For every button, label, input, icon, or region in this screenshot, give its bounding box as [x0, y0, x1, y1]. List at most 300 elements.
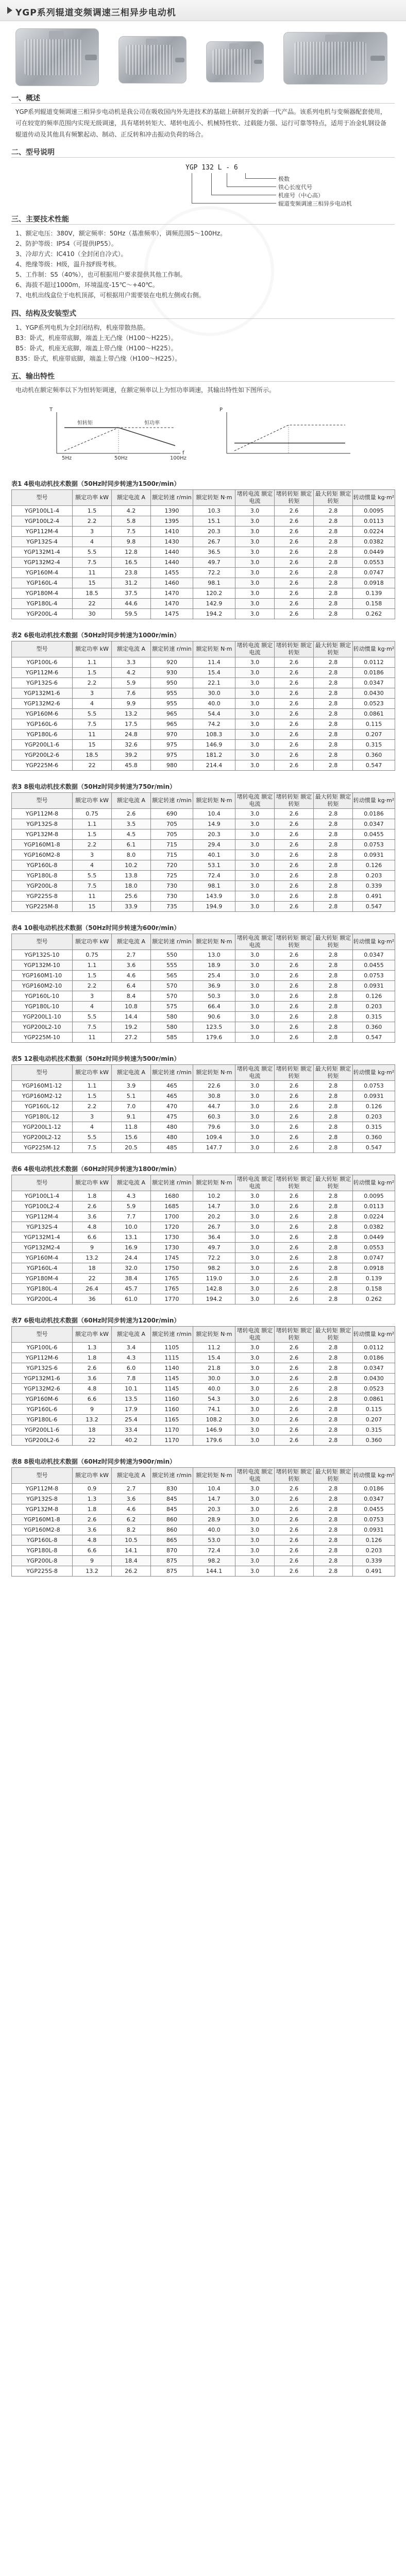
table-cell: 725: [151, 871, 193, 881]
model-annotation-frame: 机座号（中心高）: [278, 192, 324, 199]
table-cell: 2.6: [275, 1091, 314, 1101]
table-cell: 36.9: [193, 981, 235, 991]
table-cell: 2.6: [275, 1232, 314, 1243]
table-row: [12, 1525, 395, 1535]
table-cell: 9: [73, 1404, 112, 1415]
column-header: 额定电流 A: [112, 641, 151, 657]
table-cell: 3.0: [235, 1253, 275, 1263]
table-row: [12, 516, 395, 527]
table-cell: 15: [73, 740, 112, 750]
table-cell: 9.8: [112, 537, 151, 547]
table-cell: 3.0: [235, 1353, 275, 1363]
tech-data-table: [11, 934, 395, 1043]
table-cell: 1750: [151, 1263, 193, 1274]
table-row: [12, 1353, 395, 1363]
table-cell: 3.0: [235, 1294, 275, 1304]
table-cell: 1.5: [73, 829, 112, 840]
table-cell: 16.5: [112, 557, 151, 568]
column-header: 型号: [12, 641, 73, 657]
table-cell: 7.5: [73, 557, 112, 568]
table-cell: 2.6: [275, 1425, 314, 1435]
table-cell: 2.8: [314, 1284, 353, 1294]
table-cell: 13.8: [112, 871, 151, 881]
table-cell: 1455: [151, 568, 193, 578]
table-cell: 1160: [151, 1394, 193, 1404]
section-title-performance: 五、输出特性: [11, 372, 55, 381]
table-cell: YGP112M-4: [12, 1212, 73, 1222]
table-cell: 194.2: [193, 1294, 235, 1304]
table-caption: 表4 10极电动机技术数据（50Hz时同步转速为600r/min）: [11, 924, 180, 931]
table-cell: 0.0861: [353, 1394, 395, 1404]
table-cell: 214.4: [193, 760, 235, 771]
table-cell: 1.3: [73, 1494, 112, 1504]
table-cell: 22.1: [193, 678, 235, 688]
table-row: [12, 1515, 395, 1525]
table-cell: YGP132M2-4: [12, 1243, 73, 1253]
table-cell: 2.6: [275, 1101, 314, 1112]
table-cell: 3.0: [235, 1374, 275, 1384]
table-cell: YGP160M-4: [12, 1253, 73, 1263]
divider: [11, 318, 395, 319]
table-cell: 3.0: [235, 1494, 275, 1504]
table-cell: 30: [73, 609, 112, 619]
table-cell: 1680: [151, 1191, 193, 1201]
table-cell: 0.0449: [353, 1232, 395, 1243]
table-cell: 3.0: [235, 809, 275, 819]
table-cell: 860: [151, 1525, 193, 1535]
column-header: 转动惯量 kg·m²: [353, 793, 395, 809]
table-cell: 2.8: [314, 1353, 353, 1363]
table-cell: 26.4: [73, 1284, 112, 1294]
table-cell: 2.8: [314, 568, 353, 578]
table-cell: 14.7: [193, 1494, 235, 1504]
table-cell: 74.2: [193, 719, 235, 730]
table-caption: 表6 4极电动机技术数据（60Hz时同步转速为1800r/min）: [11, 1165, 180, 1173]
table-cell: 730: [151, 881, 193, 891]
table-cell: YGP132M-10: [12, 960, 73, 971]
table-cell: 29.4: [193, 840, 235, 850]
table-cell: 965: [151, 719, 193, 730]
table-cell: 53.0: [193, 1535, 235, 1546]
table-cell: 2.8: [314, 730, 353, 740]
table-cell: 3: [73, 991, 112, 1002]
table-row: [12, 1191, 395, 1201]
table-row: [12, 819, 395, 829]
column-header: 额定转速 r/min: [151, 793, 193, 809]
table-row: [12, 1535, 395, 1546]
table-cell: 3.0: [235, 991, 275, 1002]
table-row: [12, 991, 395, 1002]
table-cell: 735: [151, 902, 193, 912]
table-cell: 930: [151, 668, 193, 678]
table-cell: 0.360: [353, 1435, 395, 1446]
column-header: 堵转转矩 额定转矩: [275, 1175, 314, 1191]
table-cell: 72.2: [193, 568, 235, 578]
table-cell: 690: [151, 809, 193, 819]
graph-tick-5hz: 5Hz: [62, 455, 72, 461]
table-cell: 0.126: [353, 1535, 395, 1546]
table-cell: YGP132S-6: [12, 1363, 73, 1374]
table-cell: YGP200L-4: [12, 609, 73, 619]
table-cell: 142.9: [193, 599, 235, 609]
table-cell: 144.1: [193, 1566, 235, 1577]
table-row: [12, 1002, 395, 1012]
table-row: [12, 971, 395, 981]
section-title-model: 二、型号说明: [11, 148, 55, 157]
column-header: 额定功率 kW: [73, 490, 112, 506]
table-cell: 0.0918: [353, 1263, 395, 1274]
column-header: 堵转电流 额定电流: [235, 490, 275, 506]
table-cell: 5.5: [73, 547, 112, 557]
table-cell: 575: [151, 1002, 193, 1012]
table-cell: 0.491: [353, 1566, 395, 1577]
table-cell: 7.6: [112, 688, 151, 699]
table-cell: 1170: [151, 1425, 193, 1435]
table-cell: 6.1: [112, 840, 151, 850]
table-cell: 3.0: [235, 1566, 275, 1577]
table-cell: YGP160L-10: [12, 991, 73, 1002]
column-header: 堵转转矩 额定转矩: [275, 1468, 314, 1484]
table-cell: 2.6: [275, 1525, 314, 1535]
condition-item: 7、电机出线盒位于电机顶部，可根据用户需要装在电机左侧或右侧。: [15, 292, 205, 299]
section-title-structure: 四、结构及安装型式: [11, 310, 76, 318]
column-header: 型号: [12, 793, 73, 809]
table-cell: 14.7: [193, 1201, 235, 1212]
table-cell: 5.5: [73, 871, 112, 881]
table-cell: 0.139: [353, 588, 395, 599]
table-cell: 565: [151, 971, 193, 981]
table-row: [12, 657, 395, 668]
table-cell: 0.315: [353, 1012, 395, 1022]
table-cell: 0.262: [353, 1294, 395, 1304]
table-cell: 875: [151, 1566, 193, 1577]
table-cell: 870: [151, 1546, 193, 1556]
table-cell: 2.6: [275, 699, 314, 709]
table-cell: 2.8: [314, 1425, 353, 1435]
table-cell: 13.1: [112, 1232, 151, 1243]
table-row: [12, 1012, 395, 1022]
table-cell: 15: [73, 578, 112, 588]
table-cell: YGP225M-10: [12, 1032, 73, 1043]
table-cell: 2.8: [314, 1504, 353, 1515]
table-cell: 0.0918: [353, 578, 395, 588]
table-cell: YGP100L2-4: [12, 516, 73, 527]
table-cell: 3: [73, 527, 112, 537]
table-cell: 0.0186: [353, 809, 395, 819]
table-row: [12, 1263, 395, 1274]
table-cell: 1.5: [73, 668, 112, 678]
table-cell: 2.6: [275, 1535, 314, 1546]
table-cell: 2.8: [314, 516, 353, 527]
table-row: [12, 1143, 395, 1153]
table-cell: 2.8: [314, 1404, 353, 1415]
table-cell: 0.0455: [353, 1504, 395, 1515]
tech-data-table: [11, 1326, 395, 1446]
table-cell: 3.0: [235, 1274, 275, 1284]
table-cell: 146.9: [193, 740, 235, 750]
performance-text: 电动机在额定频率以下为恒转矩调速，在额定频率以上为恒功率调速，其输出特性如下图所示。: [15, 386, 276, 394]
table-cell: 50.3: [193, 991, 235, 1002]
table-row: [12, 950, 395, 960]
tech-data-table: [11, 489, 395, 619]
table-cell: YGP180L-10: [12, 1002, 73, 1012]
structure-item: B5：卧式，机座无底脚，端盖上带凸缘（H100～H225）。: [15, 345, 177, 352]
table-cell: 2.8: [314, 1112, 353, 1122]
table-row: [12, 860, 395, 871]
table-cell: 0.126: [353, 1101, 395, 1112]
table-cell: 3.6: [73, 1374, 112, 1384]
table-cell: 1765: [151, 1274, 193, 1284]
table-cell: 4: [73, 1002, 112, 1012]
table-row: [12, 960, 395, 971]
table-cell: 2.6: [73, 1515, 112, 1525]
column-header: 额定功率 kW: [73, 793, 112, 809]
table-cell: 6.6: [73, 1232, 112, 1243]
table-cell: 3.0: [235, 750, 275, 760]
table-cell: 0.262: [353, 609, 395, 619]
table-cell: 0.115: [353, 1404, 395, 1415]
table-cell: YGP132M1-4: [12, 1232, 73, 1243]
table-cell: 15.1: [193, 516, 235, 527]
table-cell: 2.6: [275, 1504, 314, 1515]
table-cell: 2.6: [275, 730, 314, 740]
table-cell: 1.5: [73, 506, 112, 516]
table-cell: 2.8: [314, 1132, 353, 1143]
column-header: 堵转电流 额定电流: [235, 793, 275, 809]
table-cell: 3: [73, 1112, 112, 1122]
table-cell: 2.8: [314, 881, 353, 891]
table-cell: 1440: [151, 547, 193, 557]
column-header: 额定转矩 N·m: [193, 490, 235, 506]
table-cell: 28.9: [193, 1515, 235, 1525]
table-cell: 3.0: [235, 960, 275, 971]
table-cell: 3.0: [235, 1032, 275, 1043]
table-cell: 5.5: [73, 709, 112, 719]
table-cell: 142.8: [193, 1284, 235, 1294]
table-cell: 2.2: [73, 981, 112, 991]
table-cell: YGP200L1-6: [12, 1425, 73, 1435]
table-cell: 20.2: [193, 1212, 235, 1222]
table-cell: 20.5: [112, 1143, 151, 1153]
table-cell: 970: [151, 730, 193, 740]
table-cell: 32.6: [112, 740, 151, 750]
table-cell: 0.0753: [353, 840, 395, 850]
table-cell: 480: [151, 1122, 193, 1132]
column-header: 堵转电流 额定电流: [235, 934, 275, 950]
table-cell: 975: [151, 750, 193, 760]
table-cell: 2.6: [275, 981, 314, 991]
table-cell: 3.6: [73, 1525, 112, 1535]
table-cell: 2.8: [314, 1484, 353, 1494]
table-row: [12, 730, 395, 740]
table-cell: 0.203: [353, 1546, 395, 1556]
table-cell: 2.8: [314, 1535, 353, 1546]
table-cell: 0.0186: [353, 1353, 395, 1363]
table-cell: 0.0753: [353, 1515, 395, 1525]
column-header: 额定转速 r/min: [151, 1468, 193, 1484]
column-header: 额定转速 r/min: [151, 641, 193, 657]
table-cell: 3.0: [235, 730, 275, 740]
table-cell: 1765: [151, 1284, 193, 1294]
table-cell: YGP160L-8: [12, 1535, 73, 1546]
table-cell: 6.2: [112, 1515, 151, 1525]
table-cell: 2.2: [73, 678, 112, 688]
column-header: 额定转速 r/min: [151, 490, 193, 506]
table-row: [12, 750, 395, 760]
table-cell: 3.0: [235, 1425, 275, 1435]
table-cell: 3.0: [235, 1022, 275, 1032]
column-header: 最大转矩 额定转矩: [314, 1175, 353, 1191]
table-cell: 715: [151, 840, 193, 850]
column-header: 额定转矩 N·m: [193, 641, 235, 657]
table-cell: 0.0112: [353, 657, 395, 668]
table-row: [12, 709, 395, 719]
condition-item: 5、工作制：S5（40%），也可根据用户要求提供其他工作制。: [15, 271, 187, 278]
table-row: [12, 1394, 395, 1404]
table-row: [12, 1294, 395, 1304]
table-cell: 2.6: [275, 1032, 314, 1043]
table-cell: 2.8: [314, 1201, 353, 1212]
table-cell: 0.0931: [353, 981, 395, 991]
table-cell: 2.8: [314, 1435, 353, 1446]
table-cell: 3.0: [235, 871, 275, 881]
table-cell: YGP132S-8: [12, 1494, 73, 1504]
table-cell: 2.6: [275, 991, 314, 1002]
table-cell: 0.0224: [353, 527, 395, 537]
table-cell: 2.8: [314, 1122, 353, 1132]
table-cell: 3.0: [235, 1263, 275, 1274]
table-cell: 585: [151, 1032, 193, 1043]
table-cell: 0.126: [353, 860, 395, 871]
table-cell: 2.8: [314, 527, 353, 537]
table-cell: 730: [151, 891, 193, 902]
table-cell: YGP225M-8: [12, 902, 73, 912]
table-cell: 9: [73, 1243, 112, 1253]
table-cell: 54.3: [193, 1394, 235, 1404]
table-cell: 23.8: [112, 568, 151, 578]
table-row: [12, 1284, 395, 1294]
table-cell: 2.6: [275, 1294, 314, 1304]
column-header: 额定电流 A: [112, 490, 151, 506]
table-cell: 10.0: [112, 1222, 151, 1232]
table-cell: 5.9: [112, 1201, 151, 1212]
table-cell: 2.6: [275, 871, 314, 881]
table-cell: 2.6: [275, 840, 314, 850]
table-cell: 920: [151, 657, 193, 668]
table-cell: 1140: [151, 1363, 193, 1374]
table-cell: 3.0: [235, 668, 275, 678]
table-cell: 975: [151, 740, 193, 750]
table-cell: 2.6: [275, 678, 314, 688]
column-header: 额定电流 A: [112, 1175, 151, 1191]
table-cell: 22.6: [193, 1081, 235, 1091]
table-cell: 0.0523: [353, 1384, 395, 1394]
table-cell: 2.7: [112, 950, 151, 960]
table-row: [12, 1494, 395, 1504]
table-cell: 2.6: [275, 1494, 314, 1504]
table-cell: YGP132M1-6: [12, 688, 73, 699]
table-cell: 2.8: [314, 609, 353, 619]
table-cell: 2.8: [314, 750, 353, 760]
table-cell: 830: [151, 1484, 193, 1494]
table-cell: 2.6: [275, 1556, 314, 1566]
table-cell: 3.0: [235, 860, 275, 871]
table-cell: 3.5: [112, 819, 151, 829]
table-cell: 66.4: [193, 1002, 235, 1012]
table-row: [12, 557, 395, 568]
graph-label-constant-torque: 恒转矩: [77, 420, 93, 426]
table-cell: 2.6: [275, 709, 314, 719]
table-row: [12, 891, 395, 902]
motor-photo-large: [15, 28, 99, 86]
table-cell: 950: [151, 678, 193, 688]
table-cell: 7.5: [112, 527, 151, 537]
table-cell: 2.6: [275, 506, 314, 516]
table-cell: YGP180L-8: [12, 871, 73, 881]
table-row: [12, 829, 395, 840]
table-cell: 2.6: [73, 1201, 112, 1212]
column-header: 转动惯量 kg·m²: [353, 1468, 395, 1484]
column-header: 型号: [12, 1468, 73, 1484]
table-cell: 1460: [151, 578, 193, 588]
table-cell: YGP132S-8: [12, 819, 73, 829]
table-cell: 2.6: [73, 1363, 112, 1374]
table-cell: 3.0: [235, 719, 275, 730]
table-cell: 2.2: [73, 1101, 112, 1112]
table-cell: 20.3: [193, 527, 235, 537]
column-header: 型号: [12, 1065, 73, 1081]
table-cell: 3.0: [235, 678, 275, 688]
table-cell: 3.6: [73, 1212, 112, 1222]
table-cell: 3.0: [235, 1556, 275, 1566]
table-cell: 3.0: [235, 527, 275, 537]
table-cell: 147.7: [193, 1143, 235, 1153]
tech-data-table: [11, 792, 395, 912]
table-cell: 1.1: [73, 1081, 112, 1091]
table-cell: 17.5: [112, 719, 151, 730]
table-row: [12, 1201, 395, 1212]
column-header: 转动惯量 kg·m²: [353, 1175, 395, 1191]
table-cell: 2.6: [275, 1374, 314, 1384]
table-cell: 0.0553: [353, 557, 395, 568]
table-cell: 2.8: [314, 1525, 353, 1535]
table-cell: YGP180M-4: [12, 588, 73, 599]
table-cell: 10.4: [193, 1484, 235, 1494]
table-cell: 2.8: [314, 688, 353, 699]
table-cell: 2.6: [275, 891, 314, 902]
table-cell: 5.5: [73, 1012, 112, 1022]
table-cell: YGP160M2-8: [12, 1525, 73, 1535]
table-cell: YGP200L-4: [12, 1294, 73, 1304]
table-cell: 0.0113: [353, 516, 395, 527]
table-cell: 123.5: [193, 1022, 235, 1032]
column-header: 额定电流 A: [112, 1065, 151, 1081]
table-cell: YGP180L-12: [12, 1112, 73, 1122]
table-cell: 2.8: [314, 740, 353, 750]
table-row: [12, 699, 395, 709]
table-cell: 8.2: [112, 1525, 151, 1535]
table-cell: 14.9: [193, 819, 235, 829]
table-cell: 0.0186: [353, 1484, 395, 1494]
table-cell: 26.7: [193, 1222, 235, 1232]
table-cell: 18: [73, 1425, 112, 1435]
table-cell: 2.8: [314, 971, 353, 981]
table-cell: 0.203: [353, 871, 395, 881]
table-cell: 98.1: [193, 578, 235, 588]
column-header: 堵转电流 额定电流: [235, 1327, 275, 1343]
table-cell: 11: [73, 568, 112, 578]
table-cell: 1.1: [73, 819, 112, 829]
